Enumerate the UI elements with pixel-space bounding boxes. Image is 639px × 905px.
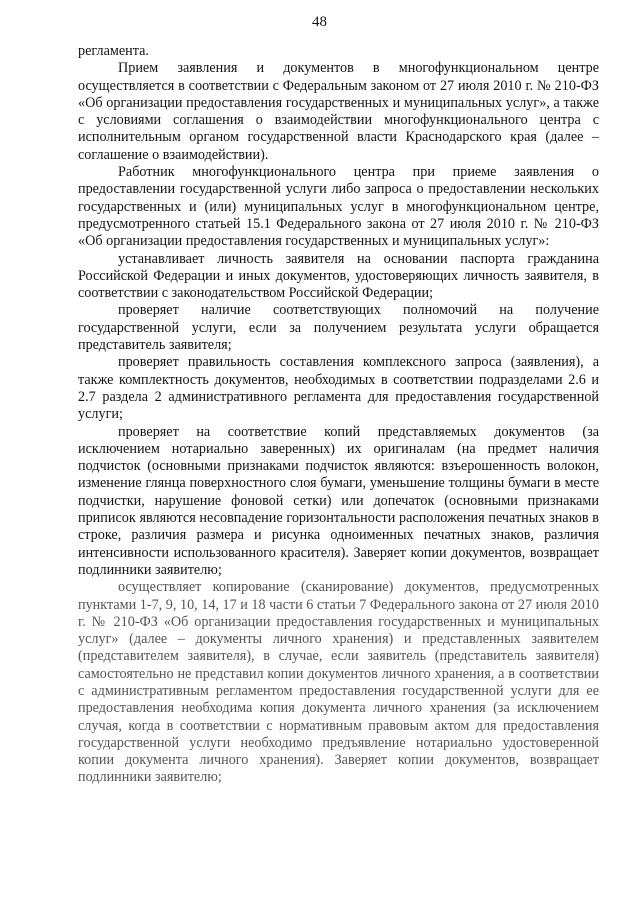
document-body — [78, 43, 599, 787]
paragraph-scanning: осуществляет копирование (сканирование) документов, предусмотренных пунктами 1-7, 9, 10, 14, 17 и 18 части 6 статьи 7 Федерального закона от 27 июля 2010 г. № 210-ФЗ «Об организации предоставления государственных и муниципальных услуг» (далее – документы личного хранения) и представленных заявителем (представителем заявителя), в случае, если заявитель (представитель заявителя) самостоятельно не представил копии документов личного хранения, а в соответствии с административным регламентом предоставления государственной услуги для ее предоставления необходима копия документа личного хранения (за исключением случая, когда в соответствии с нормативным правовым актом для предоставления государственной услуги необходимо предъявление нотариально удостоверенной копии документа личного хранения). Заверяет копии документов, возвращает подлинники заявителю; — [78, 579, 599, 786]
page-number: 48 — [312, 14, 327, 30]
paragraph-completeness-check: проверяет правильность составления комплексного запроса (заявления), а также комплектность документов, необходимых в соответствии подразделами 2.6 и 2.7 раздела 2 административного регламента для предоставления государственной услуги; — [78, 354, 599, 423]
paragraph-identity-check: устанавливает личность заявителя на основании паспорта гражданина Российской Федерации и иных документов, удостоверяющих личность заявителя, в соответствии с законодательством Российской Федерации; — [78, 250, 599, 302]
paragraph-worker-duties: Работник многофункционального центра при приеме заявления о предоставлении государственной услуги либо запроса о предоставлении нескольких государственных и (или) муниципальных услуг в многофункциональном центре, предусмотренного статьей 15.1 Федерального закона от 27 июля 2010 г. № 210-ФЗ «Об организации предоставления государственных и муниципальных услуг»: — [78, 164, 599, 250]
paragraph-authority-check: проверяет наличие соответствующих полномочий на получение государственной услуги, если за получением результата услуги обращается представитель заявителя; — [78, 302, 599, 354]
paragraph-copy-verification: проверяет на соответствие копий представляемых документов (за исключением нотариально заверенных) их оригиналам (на предмет наличия подчисток (основными признаками подчисток являются: взъерошенность волокон, изменение глянца поверхностного слоя бумаги, уменьшение толщины бумаги в месте подчистки, нарушение фоновой сетки) или допечаток (основными признаками приписок являются несовпадение горизонтальности расположения печатных знаков в строке, различия размера и рисунка одноименных печатных знаков, различия интенсивности использованного красителя). Заверяет копии документов, возвращает подлинники заявителю; — [78, 423, 599, 578]
paragraph-reception: Прием заявления и документов в многофункциональном центре осуществляется в соответствии с Федеральным законом от 27 июля 2010 г. № 210-ФЗ «Об организации предоставления государственных и муниципальных услуг», а также с условиями соглашения о взаимодействии многофункционального центра с исполнительным органом государственной власти Краснодарского края (далее – соглашение о взаимодействии). — [78, 60, 599, 163]
paragraph-continuation: регламента. — [78, 43, 149, 59]
